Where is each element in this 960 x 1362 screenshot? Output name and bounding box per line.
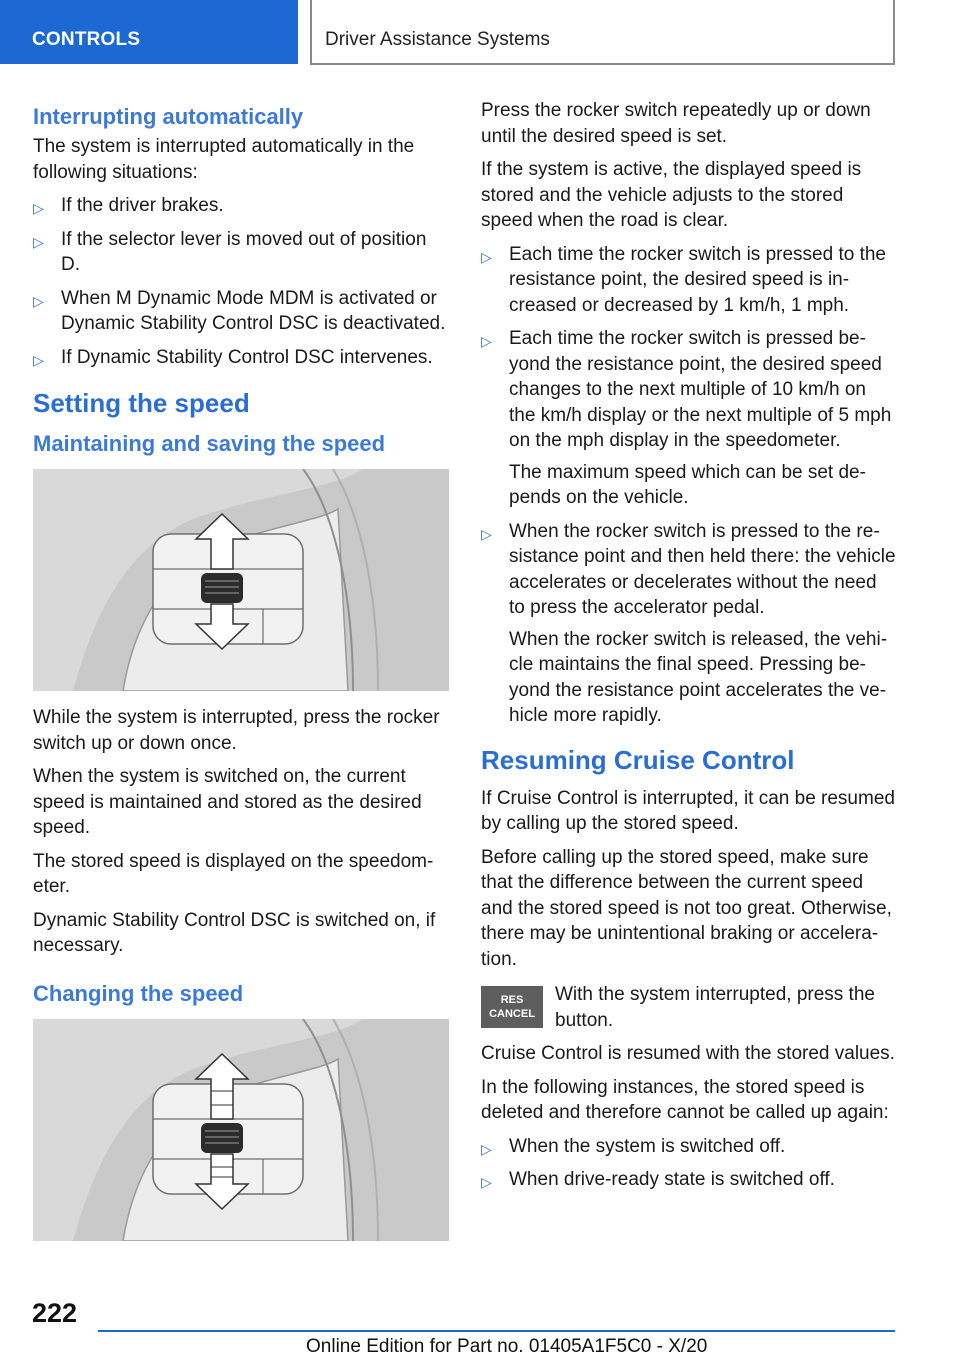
heading-interrupting: Interrupting automatically [33,104,304,129]
left-column [33,98,449,1255]
heading-maintaining: Maintaining and saving the speed [33,431,386,456]
interrupt-list [33,193,449,370]
page-number: 222 [32,1298,78,1328]
paragraph: If the system is active, the displayed speed is stored and the vehicle adjusts to the stored speed when the road is clear. [481,159,862,231]
paragraph: Cruise Control is resumed with the stored values. [481,1043,895,1064]
header-chapter-tab [311,0,895,65]
triangle-bullet-icon: ▷ [33,233,44,250]
header-section-label: CONTROLS [32,29,141,50]
paragraph: The stored speed is displayed on the speedometer. [33,850,434,897]
res-cancel-text: With the system interrupted, press the button. [555,984,875,1031]
triangle-bullet-icon: ▷ [481,1140,492,1157]
list-item-note: When the rocker switch is released, the vehicle maintains the final speed. Pressing beyond the resistance point accelerates the vehicle more rapidly. [509,628,888,726]
triangle-bullet-icon: ▷ [481,525,492,542]
header-chapter-label: Driver Assistance Systems [325,29,550,50]
list-item: ▷ When M Dynamic Mode MDM is activated or Dynamic Stability Control DSC is deactivated. [33,287,446,334]
footer-rule [98,1330,895,1332]
paragraph: The system is interrupted automatically in the following situations: [33,136,415,183]
list-item: ▷ When the rocker switch is pressed to the resistance point and then held there: the vehicle accelerates or decelerates without the need to press the accelerator pedal. When the rocker switch is released, the vehicle maintains the final speed. Pressing beyond the resistance point accelerates the vehicle more rapidly. [481,519,897,729]
res-cancel-instruction [481,982,897,1033]
list-item: ▷ Each time the rocker switch is pressed beyond the resistance point, the desired speed changes to the next multiple of 10 km/h on the km/h display or the next multiple of 5 mph on the mph display in the speedometer. The maximum speed which can be set depends on the vehicle. [481,326,897,511]
rocker-list [481,242,897,729]
heading-changing-speed: Changing the speed [33,980,244,1006]
paragraph: If Cruise Control is interrupted, it can be resumed by calling up the stored speed. [481,787,895,834]
header-section-tab [0,0,298,64]
triangle-bullet-icon: ▷ [33,292,44,309]
steering-wheel-rocker-illustration [33,1019,449,1241]
triangle-bullet-icon: ▷ [33,200,44,216]
right-column [481,98,897,1201]
footer-edition: Online Edition for Part no. 01405A1F5C0 - X/20 [306,1336,708,1357]
heading-resuming: Resuming Cruise Control [481,744,795,775]
list-item: ▷ If the selector lever is moved out of position D. [33,228,427,275]
res-cancel-button-icon: RES CANCEL [481,986,543,1028]
paragraph: When the system is switched on, the current speed is maintained and stored as the desired speed. [33,766,422,838]
triangle-bullet-icon: ▷ [481,1174,492,1190]
triangle-bullet-icon: ▷ [481,333,492,349]
triangle-bullet-icon: ▷ [481,248,492,265]
paragraph: Dynamic Stability Control DSC is switched on, if necessary. [33,909,436,956]
list-item: ▷ If the driver brakes. [33,193,449,219]
paragraph: While the system is interrupted, press the rocker switch up or down once. [33,707,440,754]
steering-wheel-rocker-illustration [33,469,449,691]
list-item: ▷ When drive-ready state is switched off. [481,1167,897,1193]
list-item: ▷ If Dynamic Stability Control DSC intervenes. [33,345,449,371]
paragraph: Press the rocker switch repeatedly up or down until the desired speed is set. [481,100,871,147]
list-item: ▷ When the system is switched off. [481,1134,897,1160]
list-item-note: The maximum speed which can be set depends on the vehicle. [509,461,866,508]
triangle-bullet-icon: ▷ [33,351,44,368]
list-item: ▷ Each time the rocker switch is pressed to the resistance point, the desired speed is increased or decreased by 1 km/h, 1 mph. [481,243,886,316]
heading-setting-speed: Setting the speed [33,388,250,418]
paragraph: In the following instances, the stored speed is deleted and therefore cannot be called up again: [481,1076,889,1123]
delete-list [481,1134,897,1193]
paragraph: Before calling up the stored speed, make sure that the difference between the current speed and the stored speed is not too great. Otherwise, there may be unintentional braking or acceleration. [481,846,892,970]
